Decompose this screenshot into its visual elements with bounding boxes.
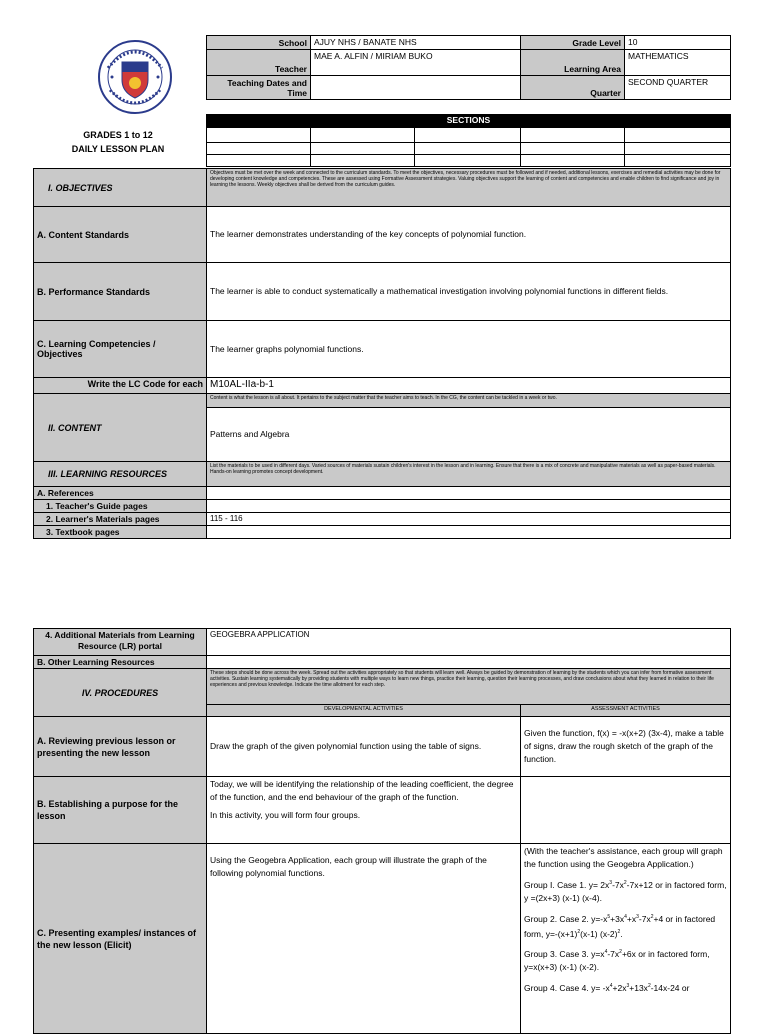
group-1-case: Group I. Case 1. $y= 2x^3-7x^2-7x+12$ or in factored form, y =(2x+3) (x-1) (x-4). (524, 879, 727, 903)
purpose-dev-text: Today, we will be identifying the relationship of the leading coefficient, the degree of the function, and the end behaviour of the graph of the function. (210, 779, 514, 802)
section-cell (207, 143, 311, 155)
section-cell (415, 143, 521, 155)
section-cell (311, 128, 415, 143)
purpose-assess (521, 777, 731, 844)
section-cell (415, 155, 521, 167)
deped-seal-logo (98, 40, 172, 114)
procedures-table (33, 628, 731, 1034)
reviewing-assess: Given the function, f(x) = -x(x+2) (3x-4), make a table of signs, draw the rough sketch of the graph of the function. (521, 717, 731, 777)
purpose-label: B. Establishing a purpose for the lesson (34, 777, 207, 844)
procedures-note: These steps should be done across the week. Spread out the activities appropriately so that students will learn well. Always be guided by demonstration of learning by the students which you can infer from formative assessment activities. Sustain learning systematically by providing students with multiple ways to learn new things, practice their learning, question their learning processes, and draw conclusions about what they learned in relation to their life experiences and previous knowledge. Indicate the time allotment for each step. (207, 669, 731, 705)
teacher-label: Teacher (207, 50, 311, 76)
school-label: School (207, 36, 311, 50)
section-cell (625, 143, 731, 155)
teachers-guide-label: 1. Teacher's Guide pages (34, 500, 207, 513)
grade-label: Grade Level (521, 36, 625, 50)
additional-materials-value: GEOGEBRA APPLICATION (207, 629, 731, 656)
competencies-label: C. Learning Competencies / Objectives (34, 321, 207, 378)
section-cell (415, 128, 521, 143)
dates-label: Teaching Dates and Time (207, 76, 311, 100)
dates-value (311, 76, 521, 100)
textbook-value (207, 526, 731, 539)
performance-standards-value: The learner is able to conduct systematically a mathematical investigation involving polynomial functions in different fields. (207, 263, 731, 321)
content-label: II. CONTENT (34, 394, 207, 462)
group-2-case: Group 2. Case 2. $y=-x^5+3x^4+x^3-7x^2+4$ or in factored form, $y=-(x+1)^2(x-1)$ $(x-2)^2$. (524, 913, 716, 939)
reviewing-label: A. Reviewing previous lesson or presenting the new lesson (34, 717, 207, 777)
additional-materials-label: 4. Additional Materials from Learning Resource (LR) portal (34, 629, 207, 656)
competencies-value: The learner graphs polynomial functions. (207, 321, 731, 378)
section-cell (521, 128, 625, 143)
sections-header: SECTIONS (207, 115, 731, 128)
purpose-dev (207, 777, 521, 844)
area-value: MATHEMATICS (625, 50, 731, 76)
lc-code-label: Write the LC Code for each (34, 378, 207, 394)
quarter-label: Quarter (521, 76, 625, 100)
content-standards-value: The learner demonstrates understanding of the key concepts of polynomial function. (207, 207, 731, 263)
examples-assess-intro: (With the teacher's assistance, each group will graph the function using the Geogebra Application.) (524, 846, 723, 869)
content-value: Patterns and Algebra (207, 408, 731, 462)
content-note: Content is what the lesson is all about. It pertains to the subject matter that the teacher aims to teach. In the CG, the content can be tackled in a week or two. (207, 394, 731, 408)
group-3-case: Group 3. Case 3. $y=x^4-7x^2+6x$ or in factored form, y=x(x+3) (x-1) (x-2). (524, 949, 710, 973)
developmental-header: DEVELOPMENTAL ACTIVITIES (207, 705, 521, 717)
objectives-label: I. OBJECTIVES (34, 169, 207, 207)
quarter-value: SECOND QUARTER (625, 76, 731, 100)
examples-label: C. Presenting examples/ instances of the new lesson (Elicit) (34, 844, 207, 1034)
area-label: Learning Area (521, 50, 625, 76)
section-cell (207, 155, 311, 167)
references-value (207, 487, 731, 500)
plan-title-grades: GRADES 1 to 12 (83, 130, 153, 140)
resources-note: List the materials to be used in different days. Varied sources of materials sustain children's interest in the lesson and in learning. Ensure that there is a mix of concrete and manipulative materials as well as paper-based materials. Hands-on learning promotes concept development. (207, 462, 731, 487)
section-cell (625, 155, 731, 167)
procedures-label: IV. PROCEDURES (34, 669, 207, 717)
plan-title-dlp: DAILY LESSON PLAN (71, 144, 165, 154)
teachers-guide-value (207, 500, 731, 513)
sections-table (206, 114, 731, 167)
references-label: A. References (34, 487, 207, 500)
content-standards-label: A. Content Standards (34, 207, 207, 263)
group-4-case: Group 4. Case 4. $y= -x^4+2x^3+13x^2-14x-24$ or (524, 983, 690, 994)
examples-dev: Using the Geogebra Application, each group will illustrate the graph of the following polynomial functions. (207, 844, 521, 1034)
teacher-value: MAE A. ALFIN / MIRIAM BUKO (311, 50, 521, 76)
performance-standards-label: B. Performance Standards (34, 263, 207, 321)
examples-assess (521, 844, 731, 1034)
learners-materials-label: 2. Learner's Materials pages (34, 513, 207, 526)
resources-label: III. LEARNING RESOURCES (34, 462, 207, 487)
objectives-table (33, 168, 731, 539)
other-resources-value (207, 656, 731, 669)
reviewing-dev: Draw the graph of the given polynomial function using the table of signs. (207, 717, 521, 777)
learners-materials-value: 115 - 116 (207, 513, 731, 526)
section-cell (625, 128, 731, 143)
objectives-note: Objectives must be met over the week and connected to the curriculum standards. To meet the objectives, necessary procedures must be followed and if needed, additional lessons, exercises and remedial activities may be done for developing content knowledge and competencies. These are assessed using Formative Assessment strategies. Valuing objectives support the learning of content and competencies and enable children to find significance and joy in learning the lessons. Weekly objectives shall be derived from the curriculum guides. (207, 169, 731, 207)
section-cell (207, 128, 311, 143)
purpose-dev-groups: In this activity, you will form four groups. (210, 810, 361, 820)
plan-title (40, 128, 196, 156)
other-resources-label: B. Other Learning Resources (34, 656, 207, 669)
section-cell (521, 143, 625, 155)
assessment-header: ASSESSMENT ACTIVITIES (521, 705, 731, 717)
section-cell (311, 155, 415, 167)
textbook-label: 3. Textbook pages (34, 526, 207, 539)
lc-code-value: M10AL-IIa-b-1 (207, 378, 731, 394)
section-cell (311, 143, 415, 155)
grade-value: 10 (625, 36, 731, 50)
header-table (206, 35, 731, 100)
school-value: AJUY NHS / BANATE NHS (311, 36, 521, 50)
section-cell (521, 155, 625, 167)
